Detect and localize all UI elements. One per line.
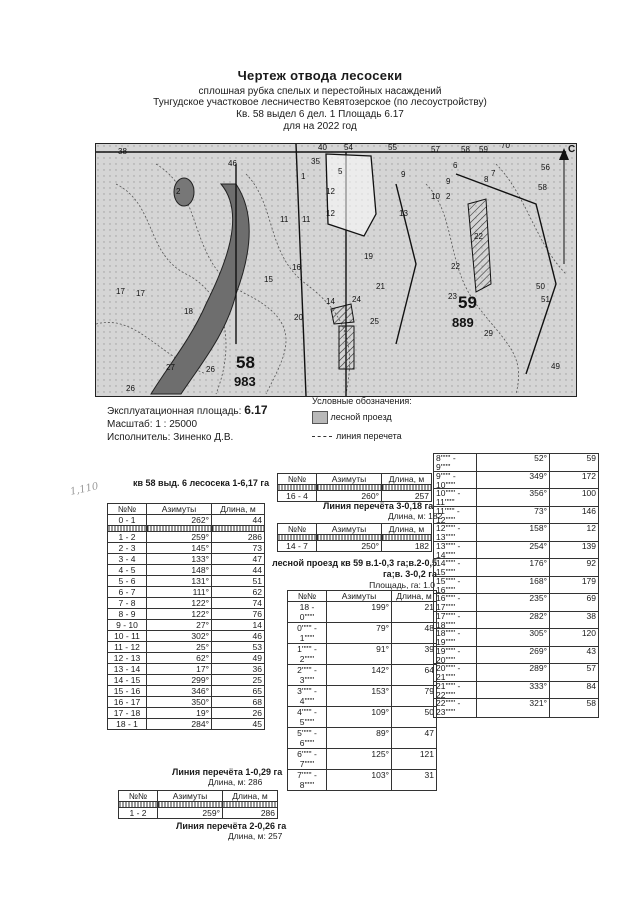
- azimuth-value: 356°: [477, 489, 550, 506]
- azimuth-value: 284°: [147, 719, 212, 730]
- azimuth-value: 259°: [147, 532, 212, 543]
- point-pair: 11'''''' - 12'''''': [434, 507, 477, 524]
- forest-road-table: [277, 523, 432, 552]
- map-label: 22: [474, 232, 483, 241]
- length-value: 92: [586, 558, 596, 568]
- col-header-no: №№: [278, 524, 317, 535]
- table-row: [434, 664, 598, 682]
- table-row: [108, 543, 265, 554]
- length-value: 121: [392, 749, 437, 770]
- point-pair: 12 - 13: [108, 653, 147, 664]
- count-line-1-caption: Линия перечёта 1-0,29 га: [172, 767, 283, 777]
- map-label: 2: [446, 192, 451, 201]
- point-pair: 3 - 4: [108, 554, 147, 565]
- azimuth-value: 133°: [147, 554, 212, 565]
- table-row: [278, 491, 432, 502]
- table-row: [288, 686, 437, 707]
- azimuth-value: 17°: [147, 664, 212, 675]
- length-value: 73: [212, 543, 265, 554]
- col-header-length: Длина, м: [382, 524, 432, 535]
- table-row: [108, 642, 265, 653]
- table-row: [288, 707, 437, 728]
- legend-count-line: линия перечета: [336, 431, 402, 442]
- point-pair: 10 - 11: [108, 631, 147, 642]
- length-value: 182: [382, 541, 432, 552]
- point-pair: 0'''''' - 1'''''': [288, 623, 327, 644]
- point-pair: 21'''''' - 22'''''': [434, 682, 477, 699]
- map-label: 12: [326, 187, 335, 196]
- point-pair: 20'''''' - 21'''''': [434, 664, 477, 681]
- point-pair: 2'''''' - 3'''''': [288, 665, 327, 686]
- map-label: 8: [484, 175, 489, 184]
- main-table-body: [108, 532, 265, 730]
- point-pair: 22'''''' - 23'''''': [434, 699, 477, 717]
- length-value: 53: [212, 642, 265, 653]
- table-row: [434, 489, 598, 507]
- table-row: [434, 612, 598, 630]
- point-pair: 14 - 15: [108, 675, 147, 686]
- table-row: [434, 577, 598, 595]
- point-pair: 1'''''' - 2'''''': [288, 644, 327, 665]
- map-label: 56: [541, 163, 550, 172]
- point-pair: 10'''''' - 11'''''': [434, 489, 477, 506]
- table-row: [108, 587, 265, 598]
- point-pair: 1 - 2: [108, 532, 147, 543]
- col-header-azimuth: Азимуты: [317, 524, 382, 535]
- scale-value: 1 : 25000: [155, 419, 198, 430]
- table-row: [288, 749, 437, 770]
- map-label: 1: [301, 172, 306, 181]
- length-value: 12: [586, 523, 596, 533]
- point-pair: 19'''''' - 20'''''': [434, 647, 477, 664]
- table-row: [108, 532, 265, 543]
- map-label: 24: [352, 295, 361, 304]
- length-value: 21: [392, 602, 437, 623]
- col-header-azimuth: Азимуты: [147, 504, 212, 515]
- map-label: 2: [176, 187, 181, 196]
- length-value: 146: [581, 505, 596, 516]
- length-value: 51: [212, 576, 265, 587]
- azimuth-value: 282°: [477, 612, 550, 629]
- forestry-name: Тунгудское участковое лесничество Кевятозерское (по лесоустройству): [153, 97, 487, 108]
- length-value: 58: [586, 698, 596, 708]
- point-pair: 6 - 7: [108, 587, 147, 598]
- azimuth-value: 350°: [147, 697, 212, 708]
- table-row: [119, 808, 278, 819]
- map-label: 58: [461, 145, 470, 154]
- point-pair: 15 - 16: [108, 686, 147, 697]
- azimuth-value: 176°: [477, 559, 550, 576]
- document-title: Чертеж отвода лесосеки: [237, 68, 403, 83]
- length-value: 14: [212, 620, 265, 631]
- point-pair: 9 - 10: [108, 620, 147, 631]
- length-value: 45: [212, 719, 265, 730]
- point-pair: 5'''''' - 6'''''': [288, 728, 327, 749]
- count-line-3-caption: Линия перечёта 3-0,18 га: [323, 501, 434, 511]
- map-label: 58: [538, 183, 547, 192]
- azimuth-value: 52°: [477, 454, 550, 471]
- map-label: 27: [166, 363, 175, 372]
- info-block: [107, 404, 268, 444]
- map-label: 57: [431, 145, 440, 154]
- length-value: 47: [212, 554, 265, 565]
- main-table-caption: кв 58 выд. 6 лесосека 1-6,17 га: [133, 478, 270, 488]
- azimuth-value: 254°: [477, 542, 550, 559]
- map-label: 70: [501, 144, 510, 150]
- map-label: 7: [491, 169, 496, 178]
- map-label: 26: [126, 384, 135, 393]
- point-pair: 12'''''' - 13'''''': [434, 524, 477, 541]
- table-row: [108, 697, 265, 708]
- count-line-2-caption: Линия перечёта 2-0,26 га: [176, 821, 287, 831]
- table-row: [434, 629, 598, 647]
- length-value: 25: [212, 675, 265, 686]
- azimuth-value: 27°: [147, 620, 212, 631]
- col-header-length: Длина, м: [392, 591, 437, 602]
- table-row: [108, 554, 265, 565]
- length-value: 84: [586, 680, 596, 691]
- table-row: [288, 623, 437, 644]
- forest-map: [95, 143, 577, 397]
- table-row: [288, 644, 437, 665]
- azimuth-value: 109°: [327, 707, 392, 728]
- length-value: 26: [212, 708, 265, 719]
- length-value: 48: [392, 623, 437, 644]
- azimuth-value: 145°: [147, 543, 212, 554]
- plan-year: для на 2022 год: [283, 121, 357, 132]
- plot-description: Кв. 58 выдел 6 дел. 1 Площадь 6.17: [236, 109, 404, 120]
- scale-label: Масштаб:: [107, 419, 153, 430]
- map-label: 6: [453, 161, 458, 170]
- length-value: 120: [581, 628, 596, 638]
- executor-label: Исполнитель:: [107, 432, 171, 443]
- col-header-no: №№: [119, 791, 158, 802]
- length-value: 64: [392, 665, 437, 686]
- map-label: 5: [338, 167, 343, 176]
- length-value: 44: [212, 515, 265, 526]
- azimuth-value: 79°: [327, 623, 392, 644]
- legend-road: лесной проезд: [330, 412, 392, 422]
- point-pair: 18 - 0'''''': [288, 602, 327, 623]
- azimuth-value: 199°: [327, 602, 392, 623]
- map-label: 54: [344, 144, 353, 152]
- cutting-type: сплошная рубка спелых и перестойных насаждений: [198, 86, 442, 97]
- map-label: 46: [228, 159, 237, 168]
- length-value: 257: [382, 491, 432, 502]
- azimuth-value: 259°: [158, 808, 223, 819]
- quarter-58-area: 983: [234, 374, 256, 389]
- quarter-58-number: 58: [236, 353, 255, 372]
- point-pair: 4'''''' - 5'''''': [288, 707, 327, 728]
- legend: [312, 395, 412, 443]
- road-caption-1: лесной проезд кв 59 в.1-0,3 га;в.2-0,5: [272, 558, 437, 568]
- length-value: 44: [212, 565, 265, 576]
- azimuth-value: 262°: [147, 515, 212, 526]
- count-line-2-table: [118, 790, 278, 819]
- point-pair: 16 - 4: [278, 491, 317, 502]
- map-label: 55: [388, 144, 397, 152]
- table-row: [108, 631, 265, 642]
- point-pair: 2 - 3: [108, 543, 147, 554]
- table-row: [108, 664, 265, 675]
- table-row: [108, 515, 265, 526]
- map-label: 12: [326, 209, 335, 218]
- map-label: 9: [446, 177, 451, 186]
- map-label: 11: [302, 215, 311, 224]
- azimuth-value: 122°: [147, 609, 212, 620]
- col-header-azimuth: Азимуты: [327, 591, 392, 602]
- table-row: [288, 665, 437, 686]
- table-row: [108, 620, 265, 631]
- map-label: 16: [292, 263, 301, 272]
- road-legend-swatch: [312, 411, 328, 424]
- length-value: 46: [212, 631, 265, 642]
- azimuth-value: 302°: [147, 631, 212, 642]
- map-drawing: [96, 144, 576, 396]
- map-label: 50: [536, 282, 545, 291]
- length-value: 100: [581, 488, 596, 498]
- point-pair: 14'''''' - 15'''''': [434, 559, 477, 576]
- point-pair: 13'''''' - 14'''''': [434, 542, 477, 559]
- point-pair: 17'''''' - 18'''''': [434, 612, 477, 629]
- length-value: 65: [212, 686, 265, 697]
- map-label: 23: [448, 292, 457, 301]
- azimuth-value: 349°: [477, 472, 550, 489]
- length-value: 74: [212, 598, 265, 609]
- col-header-length: Длина, м: [212, 504, 265, 515]
- point-pair: 7'''''' - 8'''''': [288, 770, 327, 791]
- azimuth-value: 235°: [477, 594, 550, 611]
- table-row: [434, 647, 598, 665]
- map-label: 59: [479, 145, 488, 154]
- azimuth-value: 111°: [147, 587, 212, 598]
- azimuth-value: 153°: [327, 686, 392, 707]
- col-header-azimuth: Азимуты: [317, 474, 382, 485]
- table-row: [434, 454, 598, 472]
- quarter-59-number: 59: [458, 293, 477, 312]
- azimuth-value: 25°: [147, 642, 212, 653]
- azimuth-value: 19°: [147, 708, 212, 719]
- point-pair: 8'''''' - 9'''''': [434, 454, 477, 471]
- length-value: 39: [392, 644, 437, 665]
- azimuth-value: 299°: [147, 675, 212, 686]
- azimuth-value: 260°: [317, 491, 382, 502]
- map-label: 22: [451, 262, 460, 271]
- azimuth-value: 62°: [147, 653, 212, 664]
- azimuth-value: 89°: [327, 728, 392, 749]
- table-row: [288, 770, 437, 791]
- executor-value: Зиненко Д.В.: [173, 432, 234, 443]
- azimuth-value: 73°: [477, 507, 550, 524]
- point-pair: 15'''''' - 16'''''': [434, 577, 477, 594]
- table-row: [434, 594, 598, 612]
- map-label: 14: [326, 297, 335, 306]
- azimuth-value: 103°: [327, 770, 392, 791]
- map-label: 35: [311, 157, 320, 166]
- point-pair: 6'''''' - 7'''''': [288, 749, 327, 770]
- point-pair: 13 - 14: [108, 664, 147, 675]
- map-label: 11: [280, 215, 289, 224]
- length-value: 49: [212, 653, 265, 664]
- traverse-table-right: [433, 453, 599, 718]
- length-value: 62: [212, 587, 265, 598]
- main-boundary-table: [107, 503, 265, 730]
- azimuth-value: 148°: [147, 565, 212, 576]
- table-row: [434, 559, 598, 577]
- table-row: [108, 576, 265, 587]
- azimuth-value: 142°: [327, 665, 392, 686]
- length-value: 57: [586, 663, 596, 673]
- table-row: [108, 653, 265, 664]
- length-value: 68: [212, 697, 265, 708]
- length-value: 76: [212, 609, 265, 620]
- road-area: Площадь, га: 1.0: [369, 580, 435, 590]
- count-line-2-length: Длина, м: 257: [228, 831, 283, 841]
- length-value: 50: [392, 707, 437, 728]
- area-label: Эксплуатационная площадь:: [107, 406, 242, 417]
- azimuth-value: 250°: [317, 541, 382, 552]
- table-row: [434, 699, 598, 717]
- length-value: 36: [212, 664, 265, 675]
- azimuth-value: 321°: [477, 699, 550, 717]
- map-label: 17: [136, 289, 145, 298]
- table-row: [434, 682, 598, 700]
- map-label: 49: [551, 362, 560, 371]
- azimuth-value: 125°: [327, 749, 392, 770]
- point-pair: 8 - 9: [108, 609, 147, 620]
- point-pair: 0 - 1: [108, 515, 147, 526]
- point-pair: 4 - 5: [108, 565, 147, 576]
- length-value: 139: [581, 540, 596, 551]
- compass-label: С: [568, 144, 576, 155]
- point-pair: 11 - 12: [108, 642, 147, 653]
- point-pair: 14 - 7: [278, 541, 317, 552]
- legend-title: Условные обозначения:: [312, 396, 412, 406]
- handwritten-note: 1,110: [69, 481, 100, 498]
- col-header-no: №№: [288, 591, 327, 602]
- mid-table-body: [288, 602, 437, 791]
- table-row: [108, 598, 265, 609]
- traverse-table-middle: [287, 590, 437, 791]
- map-label: 13: [399, 209, 408, 218]
- table-row: [288, 602, 437, 623]
- table-row: [108, 609, 265, 620]
- point-pair: 5 - 6: [108, 576, 147, 587]
- table-row: [434, 507, 598, 525]
- col-header-no: №№: [108, 504, 147, 515]
- map-label: 18: [184, 307, 193, 316]
- point-pair: 17 - 18: [108, 708, 147, 719]
- length-value: 43: [586, 645, 596, 656]
- count-line-3-length: Длина, м: 182: [388, 511, 443, 521]
- map-label: 38: [118, 147, 127, 156]
- count-line-legend-swatch: [312, 436, 332, 437]
- point-pair: 9'''''' - 10'''''': [434, 472, 477, 489]
- col-header-azimuth: Азимуты: [158, 791, 223, 802]
- length-value: 179: [581, 575, 596, 586]
- area-value: 6.17: [244, 403, 268, 417]
- length-value: 38: [586, 610, 596, 621]
- azimuth-value: 168°: [477, 577, 550, 594]
- length-value: 47: [392, 728, 437, 749]
- map-label: 29: [484, 329, 493, 338]
- count-line-3-table: [277, 473, 432, 502]
- map-label: 17: [116, 287, 125, 296]
- table-row: [434, 472, 598, 490]
- point-pair: 16 - 17: [108, 697, 147, 708]
- azimuth-value: 158°: [477, 524, 550, 541]
- table-row: [434, 524, 598, 542]
- col-header-length: Длина, м: [382, 474, 432, 485]
- azimuth-value: 122°: [147, 598, 212, 609]
- azimuth-value: 269°: [477, 647, 550, 664]
- azimuth-value: 289°: [477, 664, 550, 681]
- col-header-no: №№: [278, 474, 317, 485]
- table-row: [108, 708, 265, 719]
- point-pair: 16'''''' - 17'''''': [434, 594, 477, 611]
- map-label: 21: [376, 282, 385, 291]
- azimuth-value: 305°: [477, 629, 550, 646]
- length-value: 79: [392, 686, 437, 707]
- table-row: [434, 542, 598, 560]
- length-value: 59: [586, 453, 596, 463]
- point-pair: 3'''''' - 4'''''': [288, 686, 327, 707]
- map-label: 20: [294, 313, 303, 322]
- length-value: 286: [212, 532, 265, 543]
- count-line-1-length: Длина, м: 286: [208, 777, 263, 787]
- table-row: [108, 675, 265, 686]
- map-label: 51: [541, 295, 550, 304]
- azimuth-value: 333°: [477, 682, 550, 699]
- table-row: [288, 728, 437, 749]
- quarter-59-area: 889: [452, 315, 474, 330]
- azimuth-value: 91°: [327, 644, 392, 665]
- table-row: [108, 565, 265, 576]
- point-pair: 18 - 1: [108, 719, 147, 730]
- length-value: 286: [223, 808, 278, 819]
- map-label: 25: [370, 317, 379, 326]
- road-caption-2: га;в. 3-0,2 га: [382, 569, 437, 579]
- map-label: 10: [431, 192, 440, 201]
- length-value: 172: [581, 470, 596, 481]
- map-label: 15: [264, 275, 273, 284]
- table-row: [108, 719, 265, 730]
- map-label: 19: [364, 252, 373, 261]
- point-pair: 18'''''' - 19'''''': [434, 629, 477, 646]
- table-row: [278, 541, 432, 552]
- map-label: 26: [206, 365, 215, 374]
- length-value: 31: [392, 770, 437, 791]
- point-pair: 7 - 8: [108, 598, 147, 609]
- azimuth-value: 131°: [147, 576, 212, 587]
- map-label: 9: [401, 170, 406, 179]
- table-row: [108, 686, 265, 697]
- col-header-length: Длина, м: [223, 791, 278, 802]
- length-value: 69: [586, 593, 596, 603]
- point-pair: 1 - 2: [119, 808, 158, 819]
- azimuth-value: 346°: [147, 686, 212, 697]
- map-label: 40: [318, 144, 327, 152]
